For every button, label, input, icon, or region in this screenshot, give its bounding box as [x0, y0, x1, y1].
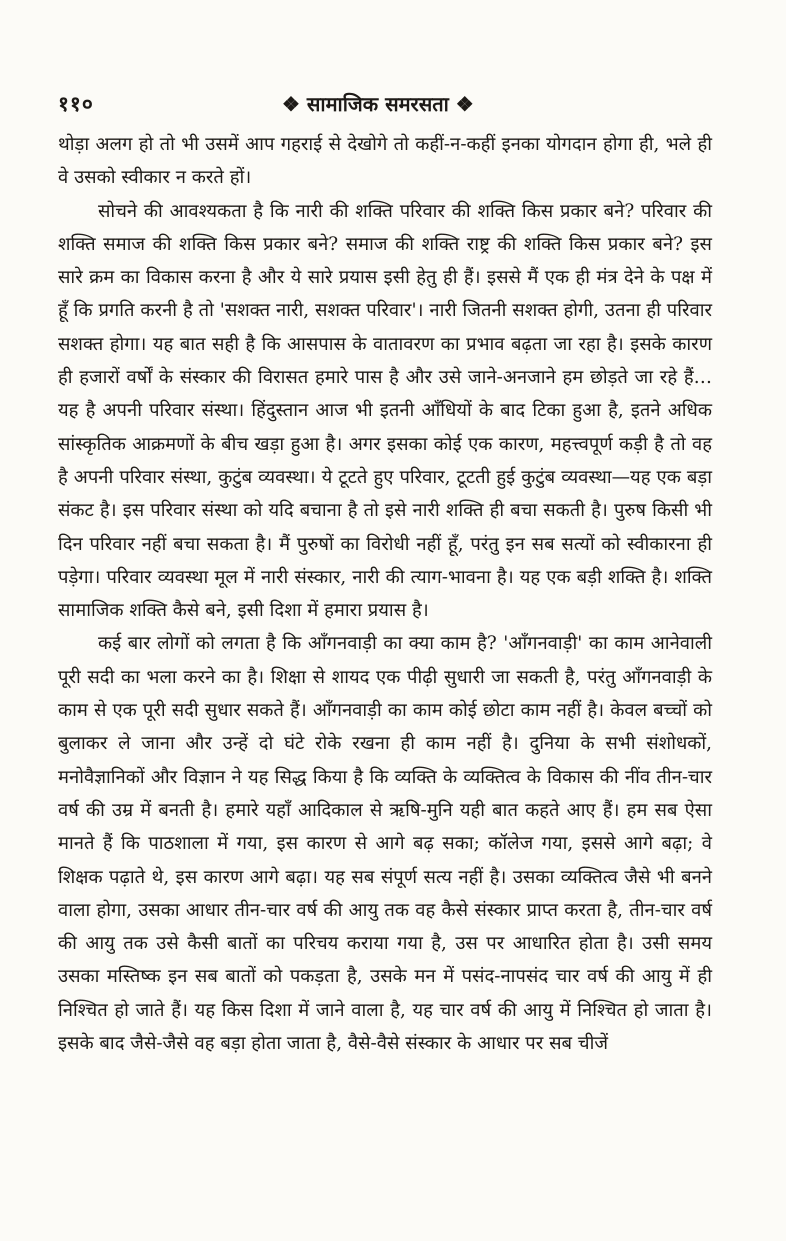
paragraph-continuation: थोड़ा अलग हो तो भी उसमें आप गहराई से देखोगे तो कहीं-न-कहीं इनका योगदान होगा ही, भले ही वे उसको स्वीकार न करते हों। [58, 134, 712, 189]
paragraph: सोचने की आवश्यकता है कि नारी की शक्ति परिवार की शक्ति किस प्रकार बने? परिवार की शक्ति समाज की शक्ति किस प्रकार बने? समाज की शक्ति राष्ट्र की शक्ति किस प्रकार बने? इस सारे क्रम का विकास करना है और ये सारे प्रयास इसी हेतु ही हैं। इससे मैं एक ही मंत्र देने के पक्ष में हूँ कि प्रगति करनी है तो 'सशक्त नारी, सशक्त परिवार'। नारी जितनी सशक्त होगी, उतना ही परिवार सशक्त होगा। यह बात सही है कि आसपास के वातावरण का प्रभाव बढ़ता जा रहा है। इसके कारण ही हजारों वर्षों के संस्कार की विरासत हमारे पास है और उसे जाने-अनजाने हम छोड़ते जा रहे हैं…यह है अपनी परिवार संस्था। हिंदुस्तान आज भी इतनी आँधियों के बाद टिका हुआ है, इतने अधिक सांस्कृतिक आक्रमणों के बीच खड़ा हुआ है। अगर इसका कोई एक कारण, महत्त्वपूर्ण कड़ी है तो वह है अपनी परिवार संस्था, कुटुंब व्यवस्था। ये टूटते हुए परिवार, टूटती हुई कुटुंब व्यवस्था—यह एक बड़ा संकट है। इस परिवार संस्था को यदि बचाना है तो इसे नारी शक्ति ही बचा सकती है। पुरुष किसी भी दिन परिवार नहीं बचा सकता है। मैं पुरुषों का विरोधी नहीं हूँ, परंतु इन सब सत्यों को स्वीकारना ही पड़ेगा। परिवार व्यवस्था मूल में नारी संस्कार, नारी की त्याग-भावना है। यह एक बड़ी शक्ति है। शक्ति सामाजिक शक्ति कैसे बने, इसी दिशा में हमारा प्रयास है। [58, 200, 712, 622]
body-text [58, 128, 712, 1060]
page-header [58, 88, 712, 124]
paragraph: कई बार लोगों को लगता है कि आँगनवाड़ी का क्या काम है? 'आँगनवाड़ी' का काम आनेवाली पूरी सदी का भला करने का है। शिक्षा से शायद एक पीढ़ी सुधारी जा सकती है, परंतु आँगनवाड़ी के काम से एक पूरी सदी सुधार सकते हैं। आँगनवाड़ी का काम कोई छोटा काम नहीं है। केवल बच्चों को बुलाकर ले जाना और उन्हें दो घंटे रोके रखना ही काम नहीं है। दुनिया के सभी संशोधकों, मनोवैज्ञानिकों और विज्ञान ने यह सिद्ध किया है कि व्यक्ति के व्यक्तित्व के विकास की नींव तीन-चार वर्ष की उम्र में बनती है। हमारे यहाँ आदिकाल से ऋषि-मुनि यही बात कहते आए हैं। हम सब ऐसा मानते हैं कि पाठशाला में गया, इस कारण से आगे बढ़ सका; कॉलेज गया, इससे आगे बढ़ा; वे शिक्षक पढ़ाते थे, इस कारण आगे बढ़ा। यह सब संपूर्ण सत्य नहीं है। उसका व्यक्तित्व जैसे भी बनने वाला होगा, उसका आधार तीन-चार वर्ष की आयु तक वह कैसे संस्कार प्राप्त करता है, तीन-चार वर्ष की आयु तक उसे कैसी बातों का परिचय कराया गया है, उस पर आधारित होता है। उसी समय उसका मस्तिष्क इन सब बातों को पकड़ता है, उसके मन में पसंद-नापसंद चार वर्ष की आयु में ही निश्चित हो जाते हैं। यह किस दिशा में जाने वाला है, यह चार वर्ष की आयु में निश्चित हो जाता है। इसके बाद जैसे-जैसे वह बड़ा होता जाता है, वैसे-वैसे संस्कार के आधार पर सब चीजें [58, 633, 712, 1055]
running-head: ❖ सामाजिक समरसता ❖ [282, 92, 474, 116]
page-number: ११० [58, 91, 94, 116]
